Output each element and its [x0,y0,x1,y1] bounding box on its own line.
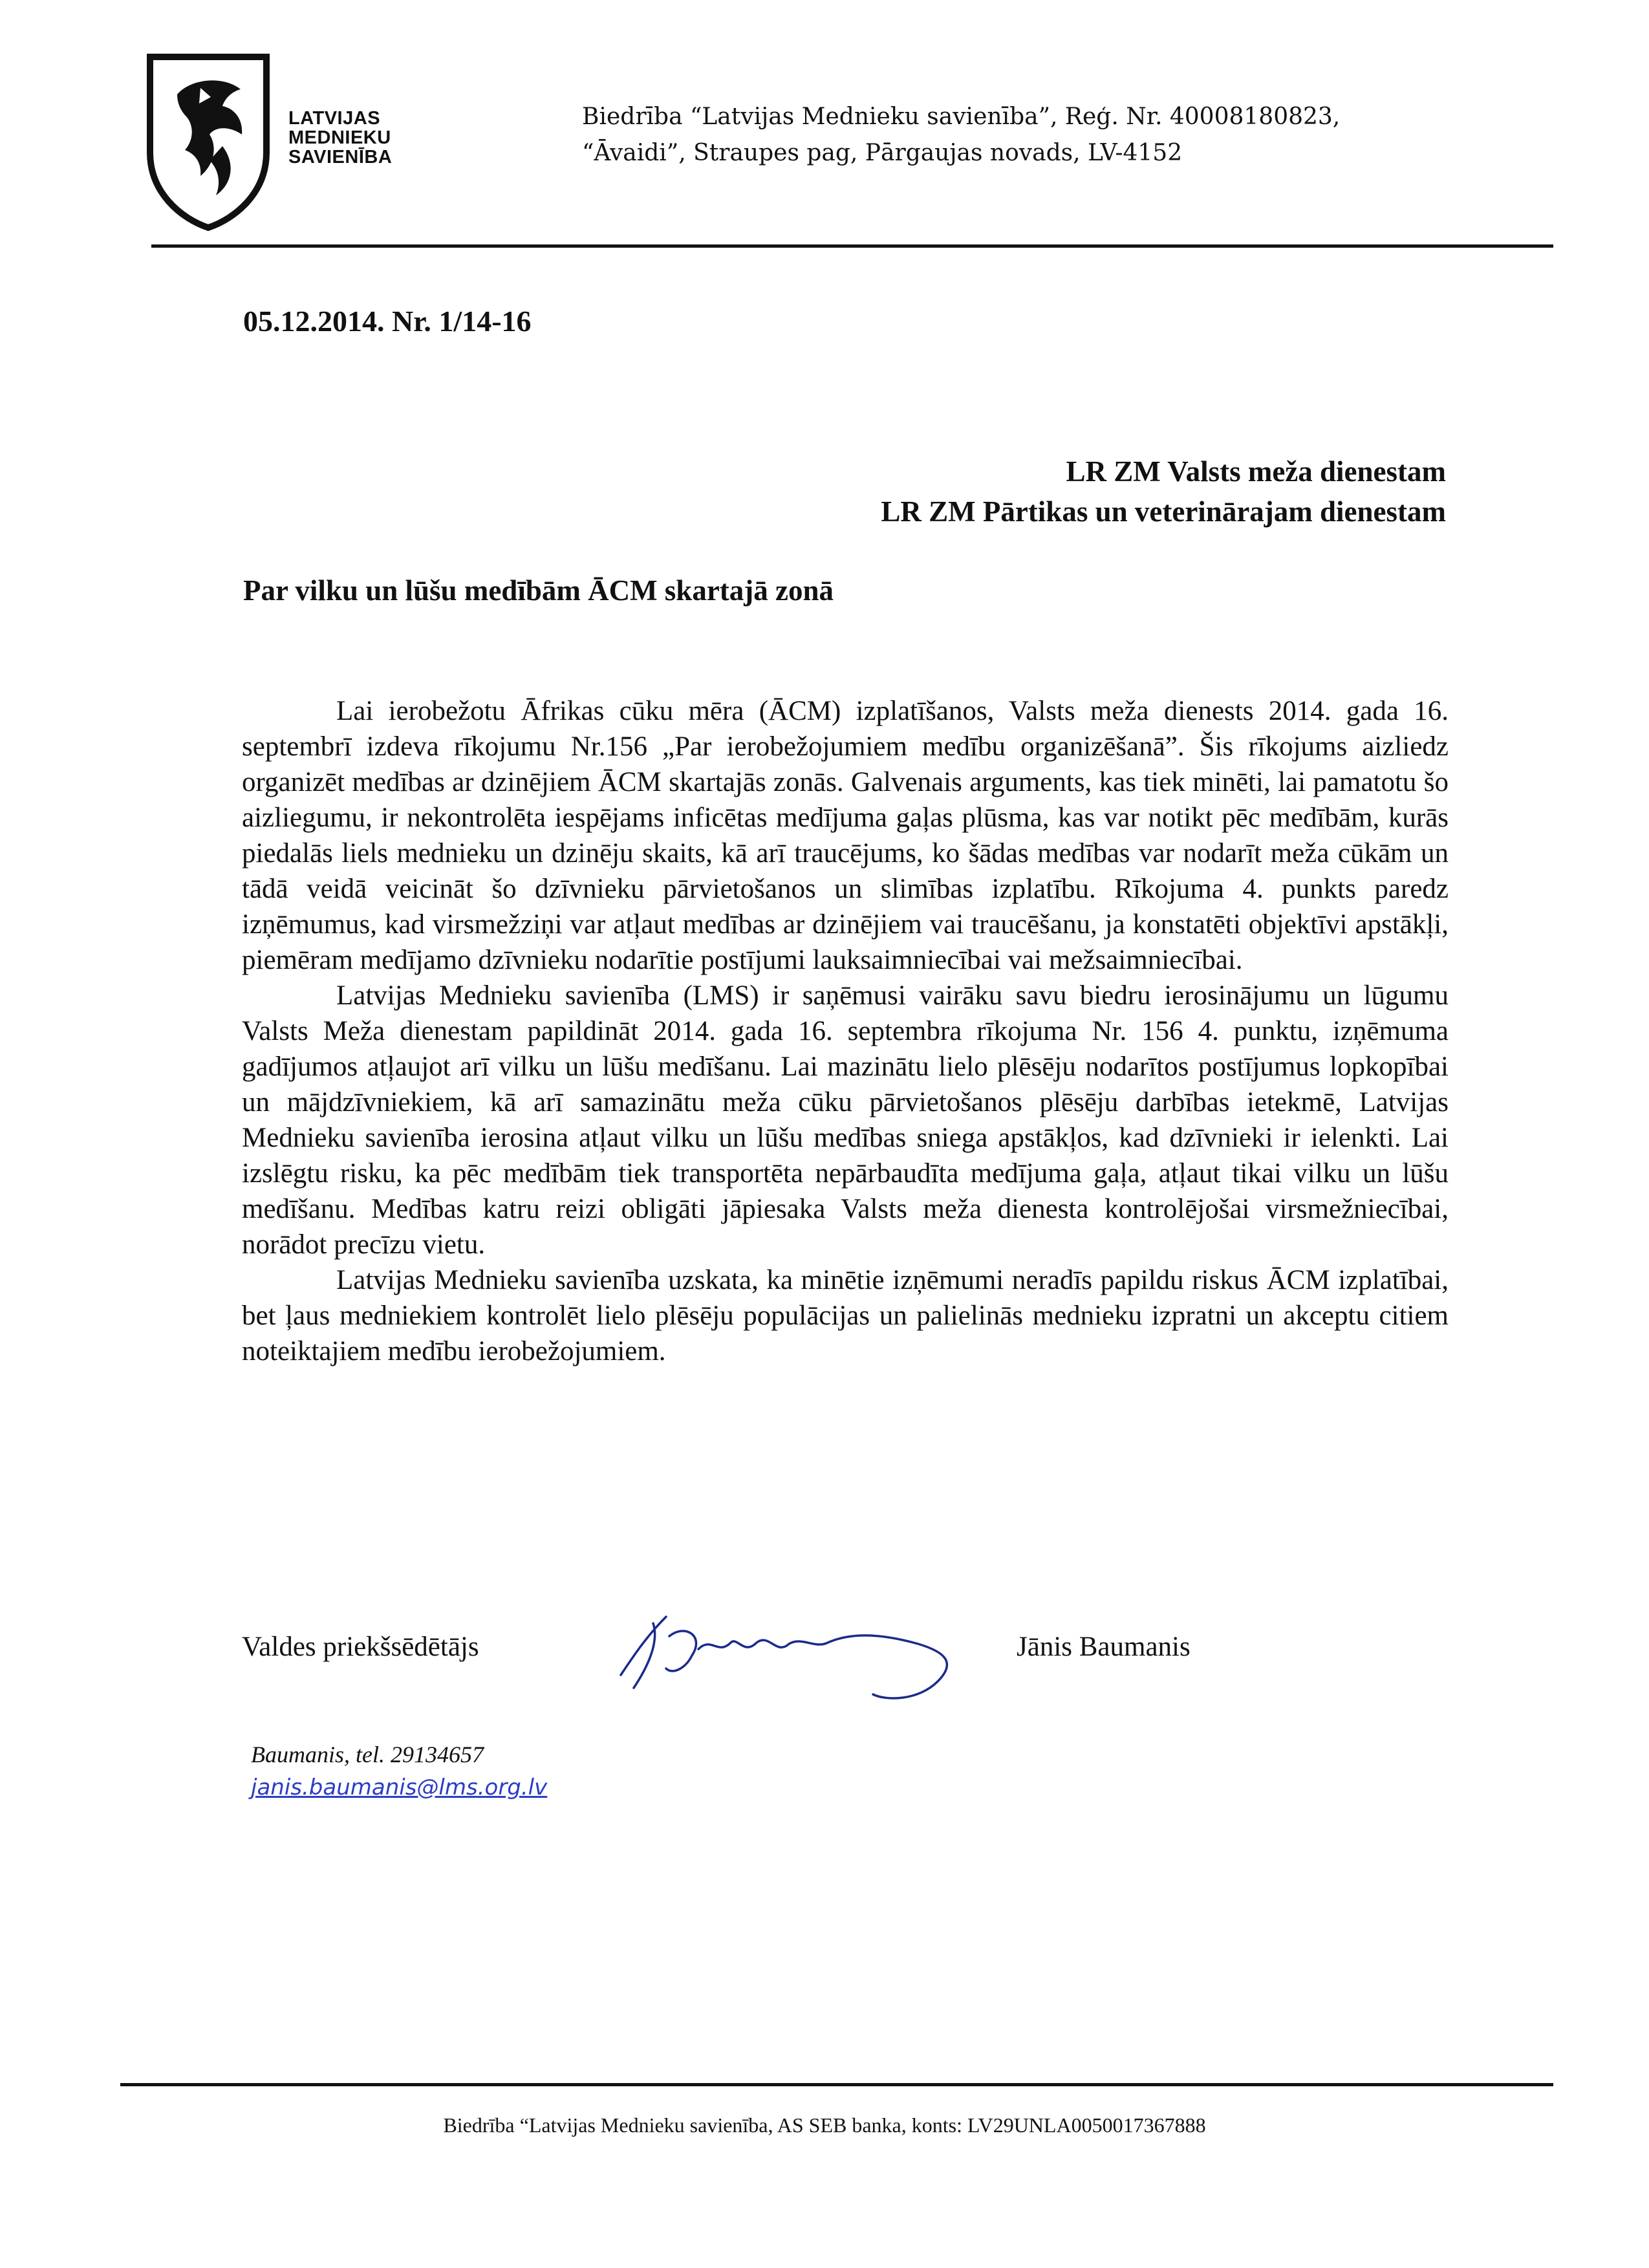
logo-line: MEDNIEKU [288,127,391,148]
letter-body [242,693,1449,1369]
org-registration-line: Biedrība “Latvijas Mednieku savienība”, Reģ. Nr. 40008180823, [582,103,1341,130]
document-number: 05.12.2014. Nr. 1/14-16 [243,305,532,338]
footer-bank-details: Biedrība “Latvijas Mednieku savienība, AS SEB banka, konts: LV29UNLA0050017367888 [443,2113,1206,2137]
body-paragraph: Latvijas Mednieku savienība uzskata, ka minētie izņēmumi neradīs papildu riskus ĀCM izplatībai, bet ļaus medniekiem kontrolēt lielo plēsēju populācijas un palielinās mednieku izpratni un akceptu citiem noteiktajiem medību ierobežojumiem. [242,1265,1449,1366]
email-link[interactable]: janis.baumanis@lms.org.lv [251,1775,548,1800]
body-paragraph: Latvijas Mednieku savienība (LMS) ir saņēmusi vairāku savu biedru ierosinājumu un lūgumu Valsts Meža dienestam papildināt 2014. gada 16. septembra rīkojuma Nr. 156 4. punktu, izņēmuma gadījumos atļaujot arī vilku un lūšu medīšanu. Lai mazinātu lielo plēsēju nodarītos postījumus lopkopībai un mājdzīvniekiem, kā arī samazinātu meža cūku pārvietošanos plēsēju darbības ietekmē, Latvijas Mednieku savienība ierosina atļaut vilku un lūšu medības sniega apstākļos, kad dzīvnieki ir ielenkti. Lai izslēgtu risku, ka pēc medībām tiek transportēta nepārbaudīta medījuma gaļa, atļaut tikai vilku un lūšu medīšanu. Medības katru reizi obligāti jāpiesaka Valsts meža dienesta kontrolējošai virsmežniecībai, norādot precīzu vietu. [242,980,1449,1260]
logo-wordmark [288,109,392,167]
lms-logo-emblem [138,49,278,233]
header-divider [151,244,1553,248]
org-address-line: “Āvaidi”, Straupes pag, Pārgaujas novads, LV-4152 [582,140,1183,166]
signer-name: Jānis Baumanis [1017,1632,1191,1662]
recipient-line: LR ZM Valsts meža dienestam [1066,455,1446,488]
handwritten-signature [608,1597,996,1720]
recipient-line: LR ZM Pārtikas un veterinārajam dienestam [881,495,1446,528]
body-paragraph: Lai ierobežotu Āfrikas cūku mēra (ĀCM) izplatīšanos, Valsts meža dienests 2014. gada 16. septembrī izdeva rīkojumu Nr.156 „Par ierobežojumiem medību organizēšanā”. Šis rīkojums aizliedz organizēt medības ar dzinējiem ĀCM skartajās zonās. Galvenais arguments, kas tiek minēti, lai pamatotu šo aizliegumu, ir nekontrolēta iespējams inficētas medījuma gaļas plūsma, kas var notikt pēc medībām, kurās piedalās liels mednieku un dzinēju skaits, kā arī traucējums, ko šādas medības var nodarīt meža cūkām un tādā veidā veicināt šo dzīvnieku pārvietošanos un slimības izplatību. Rīkojuma 4. punkts paredz izņēmumus, kad virsmežziņi var atļaut medības ar dzinējiem vai traucēšanu, ja konstatēti objektīvi apstākļi, piemēram medījamo dzīvnieku nodarītie postījumi lauksaimniecībai vai mežsaimniecībai. [242,696,1449,975]
signer-title: Valdes priekšsēdētājs [242,1632,479,1662]
logo-line: SAVIENĪBA [288,147,393,167]
letter-subject: Par vilku un lūšu medībām ĀCM skartajā zonā [243,574,834,607]
footer-divider [120,2083,1553,2086]
logo-line: LATVIJAS [288,108,381,129]
contact-line: Baumanis, tel. 29134657 [251,1742,484,1767]
